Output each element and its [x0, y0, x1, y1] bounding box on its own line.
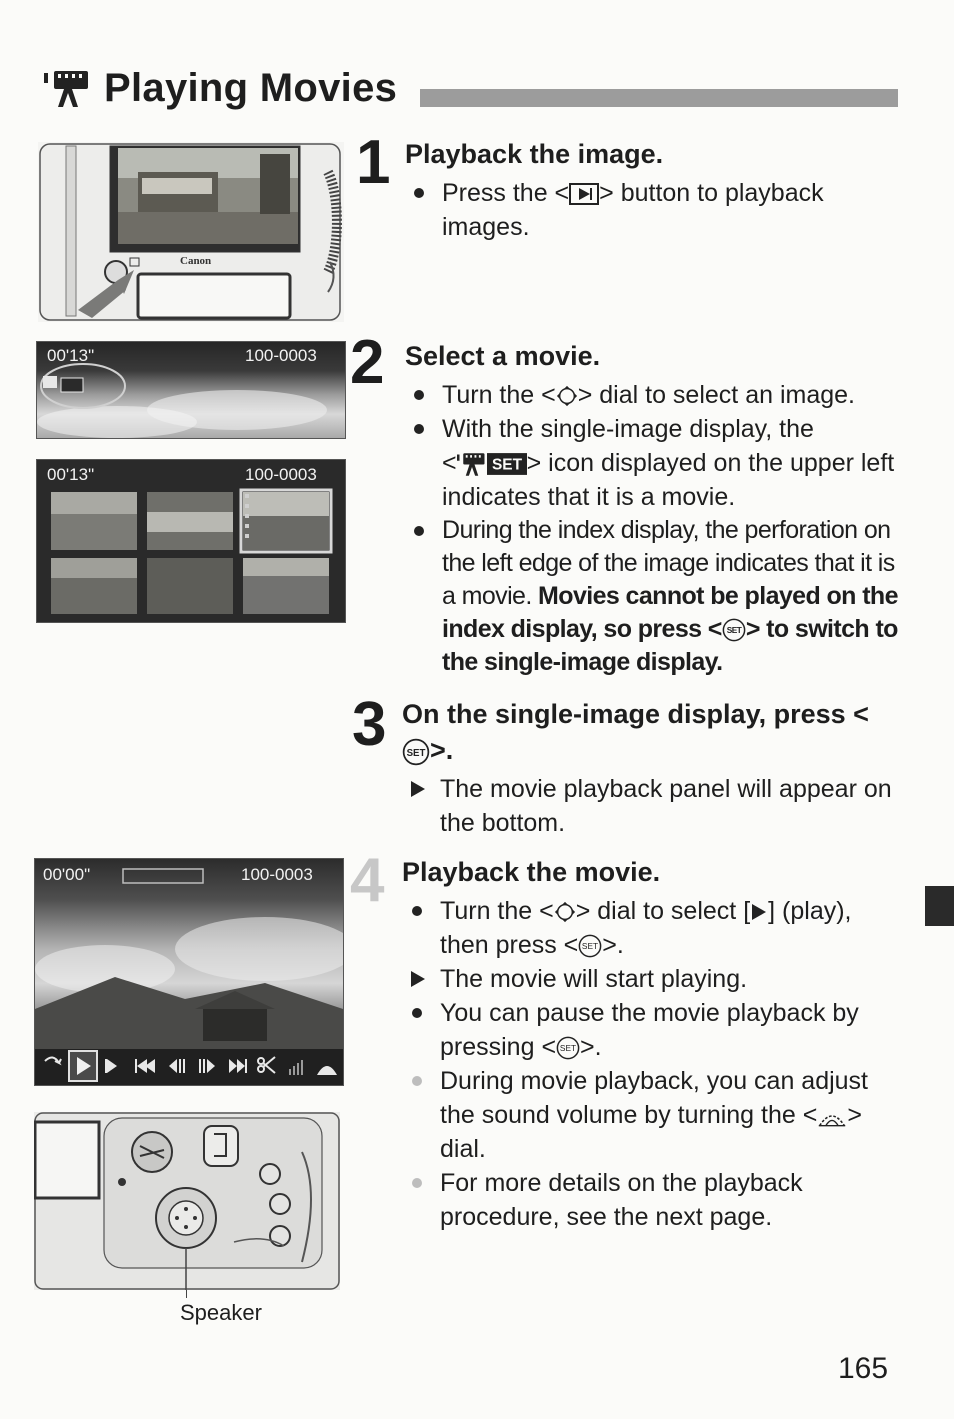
list-item: For more details on the playback procedure, see the next page.: [440, 1169, 803, 1231]
movie-playback-screen: [34, 858, 344, 1086]
main-dial-icon: [554, 901, 576, 923]
speaker-leader-line: [186, 1290, 187, 1298]
title-rule: [420, 89, 898, 107]
list-item: Turn the < > dial to select [ ] (play), then press < >.: [440, 897, 852, 959]
list-item: With the single-image display, the < > icon displayed on the upper left indicates that it is a movie.: [442, 415, 895, 511]
step-number-2: 2: [350, 328, 385, 397]
step-3-title: On the single-image display, press <>.: [402, 699, 869, 765]
movie-icon: [457, 452, 487, 477]
index-time: 00'13": [47, 465, 95, 484]
list-item: During the index display, the perforation on the left edge of the image indicates that it is a movie. Movies cannot be played on the index display, so press < > to switch to the single-image display.: [442, 516, 898, 676]
set-button-icon: [402, 738, 430, 766]
list-item: You can pause the movie playback by pressing < >.: [440, 999, 859, 1061]
list-item: The movie playback panel will appear on the bottom.: [440, 775, 892, 837]
list-item: The movie will start playing.: [440, 965, 748, 993]
step-number-3: 3: [352, 690, 387, 759]
step-1-items: [408, 176, 888, 244]
main-dial-icon: [556, 385, 578, 407]
page-title: [44, 66, 397, 111]
step-number-1: 1: [356, 128, 391, 197]
movie-icon: [44, 69, 92, 109]
step-2-title: Select a movie.: [405, 341, 601, 371]
page-number: 165: [838, 1352, 889, 1385]
camera-speaker-photo: [34, 1112, 340, 1290]
list-item: Press the < > button to playback images.: [442, 179, 824, 241]
set-button-icon: [722, 618, 746, 642]
page-title-text: Playing Movies: [104, 66, 398, 110]
single-image-movie-screen: [36, 341, 346, 439]
step-1-title: Playback the image.: [405, 139, 664, 169]
chapter-tab: [925, 886, 954, 926]
list-item: Turn the < > dial to select an image.: [442, 381, 855, 409]
index-display-screen: [36, 459, 346, 623]
step-4-title: Playback the movie.: [402, 857, 661, 887]
camera-playback-button-photo: [38, 142, 344, 322]
set-box-icon: [487, 453, 527, 475]
playback-time: 00'00": [43, 865, 91, 884]
index-file-number: 100-0003: [245, 465, 317, 484]
camera-brand-label: Canon: [180, 255, 212, 267]
step-4-items: [406, 894, 896, 1234]
set-button-icon: [556, 1036, 580, 1060]
play-icon: [752, 904, 766, 920]
set-button-icon: [578, 934, 602, 958]
step-2-items: [408, 378, 898, 679]
single-image-file-number: 100-0003: [245, 346, 317, 365]
playback-file-number: 100-0003: [241, 865, 313, 884]
single-image-time: 00'13": [47, 346, 95, 365]
quick-control-dial-icon: [817, 1104, 847, 1128]
list-item: During movie playback, you can adjust the sound volume by turning the < > dial.: [440, 1067, 869, 1163]
playback-button-icon: [569, 183, 599, 205]
speaker-caption: Speaker: [180, 1300, 262, 1325]
step-number-4: 4: [350, 846, 385, 915]
step-3-items: [406, 772, 896, 840]
